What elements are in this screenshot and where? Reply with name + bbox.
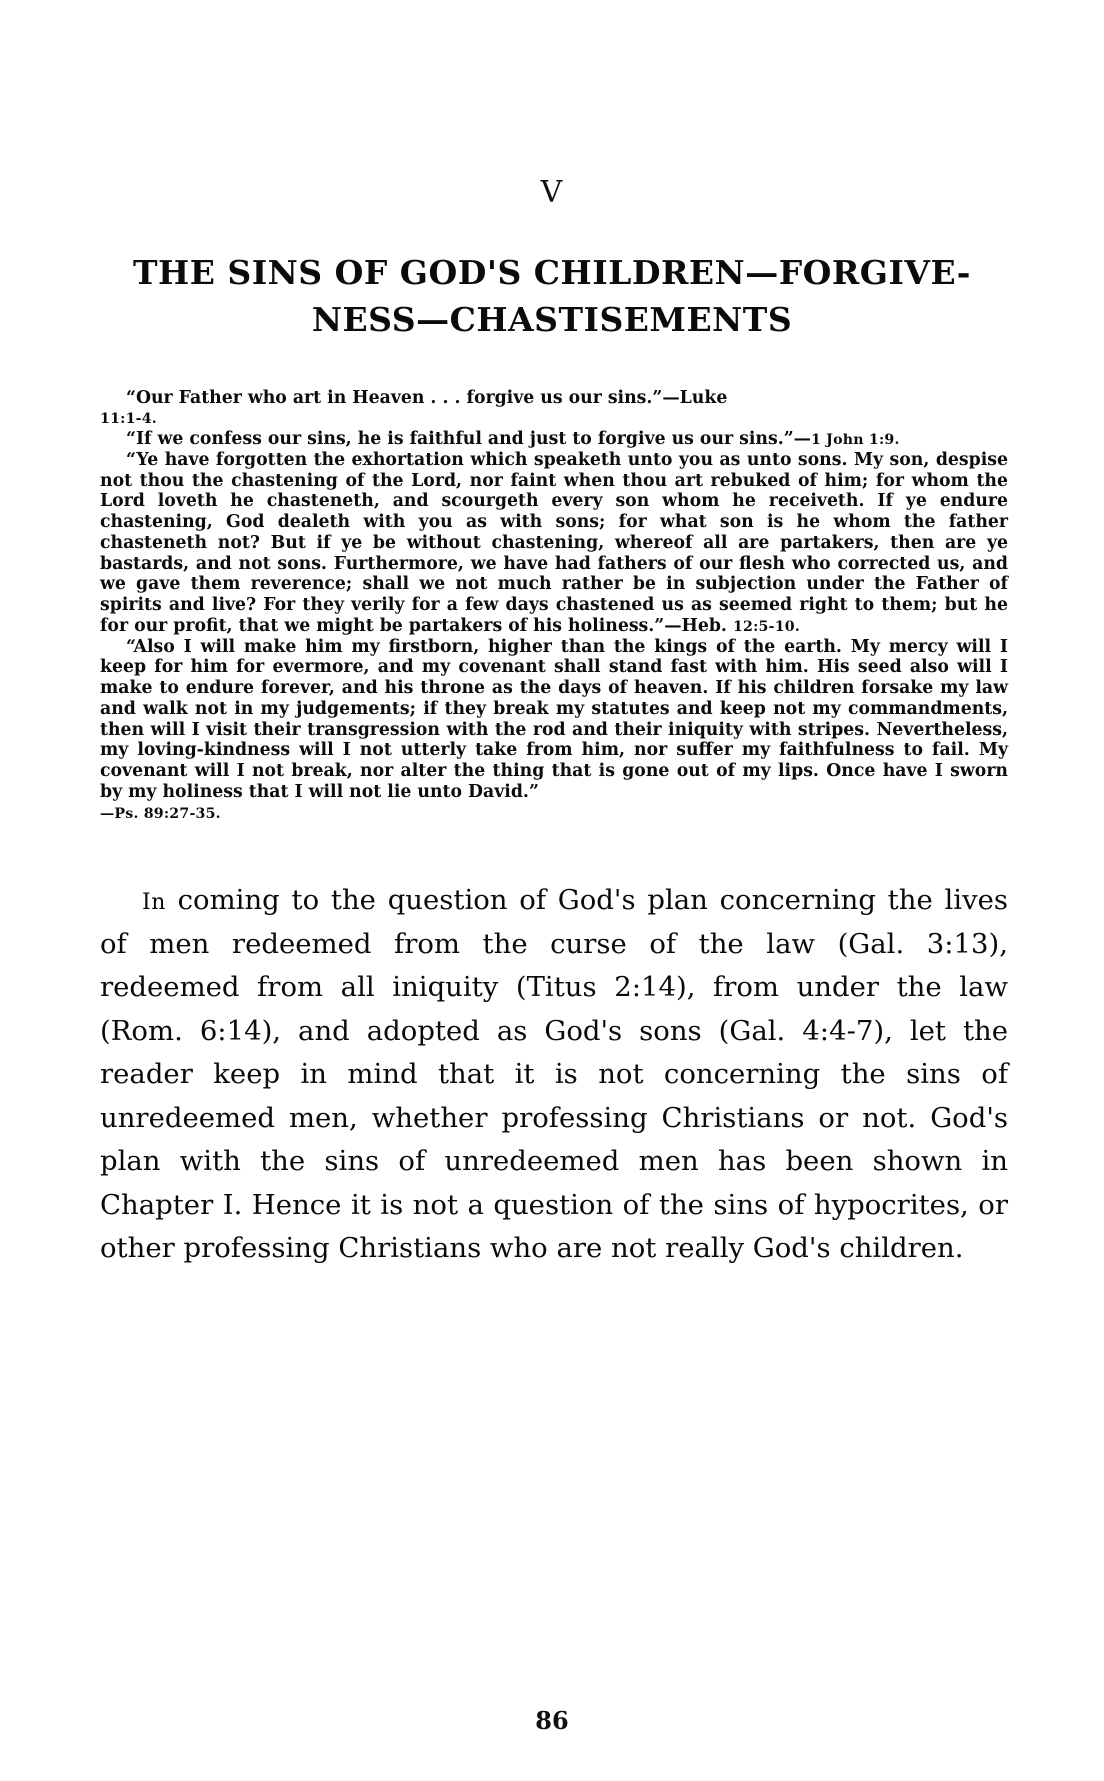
epigraph-3-reference: 12:5-10. bbox=[732, 618, 800, 635]
page-number: 86 bbox=[535, 1706, 569, 1735]
chapter-title-line-1: THE SINS OF GOD'S CHILDREN—FORGIVE- bbox=[133, 253, 971, 292]
epigraph-1-text: “Our Father who art in Heaven . . . forgive us our sins.”—Luke bbox=[126, 387, 728, 408]
chapter-title bbox=[48, 250, 1056, 344]
epigraph-4 bbox=[100, 637, 1008, 803]
body-text bbox=[48, 879, 1056, 1270]
epigraph-4-reference-line bbox=[100, 803, 1008, 824]
epigraph-2-reference: 1 John 1:9. bbox=[810, 432, 900, 449]
page-content bbox=[48, 0, 1056, 1270]
body-paragraph bbox=[100, 879, 1008, 1270]
opening-small-caps: In bbox=[142, 890, 166, 916]
body-paragraph-text: coming to the question of God's plan concerning the lives of men redeemed from the curse of the law (Gal. 3:13), redeemed from all iniquity (Titus 2:14), from under the law (Rom. 6:14), and adopted as God's sons (Gal. 4:4-7), let the reader keep in mind that it is not concerning the sins of unredeemed men, whether professing Christians or not. God's plan with the sins of unredeemed men has been shown in Chapter I. Hence it is not a question of the sins of hypocrites, or other professing Christians who are not really God's children. bbox=[100, 884, 1008, 1264]
epigraph-1-reference: 11:1-4. bbox=[100, 411, 157, 428]
chapter-title-line-2: NESS—CHASTISEMENTS bbox=[311, 299, 793, 339]
epigraph-block bbox=[48, 388, 1056, 824]
epigraph-1 bbox=[100, 388, 1008, 409]
epigraph-2 bbox=[100, 429, 1008, 450]
epigraph-2-text: “If we confess our sins, he is faithful and just to forgive us our sins.”— bbox=[126, 429, 811, 450]
epigraph-3-text: “Ye have forgotten the exhortation which speaketh unto you as unto sons. My son, despise not thou the chastening of the Lord, nor faint when thou art rebuked of him; for whom the Lord loveth he chasteneth, and scourgeth every son whom he receiveth. If ye endure chastening, God dealeth with you as with sons; for what son is he whom the father chasteneth not? But if ye be without chastening, whereof all are partakers, then are ye bastards, and not sons. Furthermore, we have had fathers of our flesh who corrected us, and we gave them reverence; shall we not much rather be in subjection under the Father of spirits and live? For they verily for a few days chastened us as seemed right to them; but he for our profit, that we might be partakers of his holiness.”—Heb. bbox=[100, 449, 1008, 636]
chapter-number: V bbox=[540, 175, 564, 210]
epigraph-3 bbox=[100, 450, 1008, 637]
epigraph-4-reference: —Ps. 89:27-35. bbox=[100, 805, 221, 822]
epigraph-4-text: “Also I will make him my firstborn, higher than the kings of the earth. My mercy will I keep for him for evermore, and my covenant shall stand fast with him. His seed also will I make to endure forever, and his throne as the days of heaven. If his children forsake my law and walk not in my judgements; if they break my statutes and keep not my commandments, then will I visit their transgression with the rod and their iniquity with stripes. Nevertheless, my loving-kindness will I not utterly take from him, nor suffer my faithfulness to fail. My covenant will I not break, nor alter the thing that is gone out of my lips. Once have I sworn by my holiness that I will not lie unto David.” bbox=[100, 636, 1008, 802]
epigraph-1-reference-line bbox=[100, 408, 1008, 429]
